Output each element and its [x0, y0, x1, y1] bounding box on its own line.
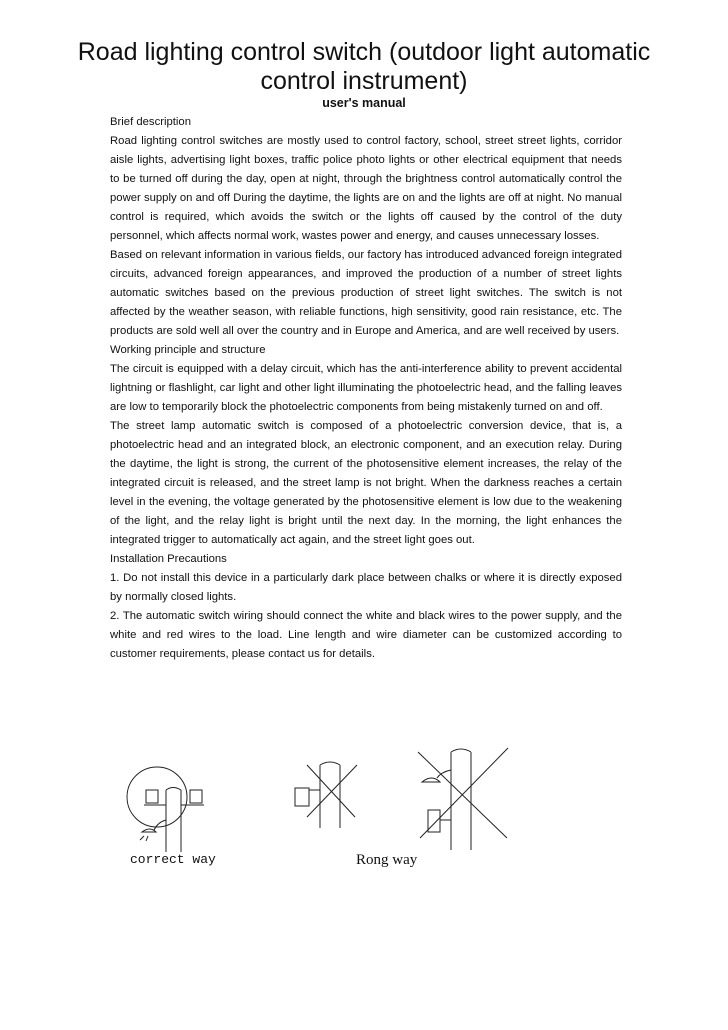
paragraph: The street lamp automatic switch is composed of a photoelectric conversion device, that is, a photoelectric head and an integrated block, an electronic component, and an execution relay. During the daytime, the light is strong, the current of the photosensitive element increases, the relay of the integrated circuit is released, and the street lamp is not bright. When the darkness reaches a certain level in the evening, the voltage generated by the photosensitive element is low due to the weakening of the light, and the relay light is bright until the next day. In the morning, the light enhances the integrated trigger to automatically act again, and the street light goes out. — [110, 420, 622, 546]
paragraph: The circuit is equipped with a delay circuit, which has the anti-interference ability to prevent accidental lightning or flashlight, car light and other light illuminating the photoelectric head, and the falling leaves are low to temporarily block the photoelectric components from being mistakenly turned on and off. — [110, 363, 622, 413]
section-working-principle — [110, 341, 622, 550]
wrong-installation-drawing-2 — [418, 748, 508, 850]
section-heading: Installation Precautions — [110, 553, 227, 565]
document-title: Road lighting control switch (outdoor light automatic control instrument) — [77, 38, 651, 95]
correct-way-label: correct way — [130, 852, 216, 867]
wrong-installation-drawing-1 — [295, 762, 357, 828]
section-installation-precautions — [110, 550, 622, 664]
document-subtitle: user's manual — [322, 96, 406, 110]
section-heading: Working principle and structure — [110, 344, 266, 356]
paragraph: 1. Do not install this device in a particularly dark place between chalks or where it is directly exposed by normally closed lights. — [110, 572, 622, 603]
paragraph: Road lighting control switches are mostly used to control factory, school, street street lights, corridor aisle lights, advertising light boxes, traffic police photo lights or other electrical equipment that needs to be turned off during the day, open at night, through the brightness control automatically control the power supply on and off During the daytime, the lights are on and the lights are off at night. No manual control is required, which avoids the switch or the lights off caused by the control of the duty personnel, which affects normal work, wastes power and energy, and causes unnecessary losses. — [110, 135, 622, 242]
section-brief-description — [110, 113, 622, 341]
wrong-way-label: Rong way — [356, 852, 418, 868]
paragraph: Based on relevant information in various fields, our factory has introduced advanced foreign integrated circuits, advanced foreign appearances, and improved the production of a number of street lights automatic switches based on the previous production of street light switches. The switch is not affected by the weather season, with reliable functions, high sensitivity, good rain resistance, etc. The products are sold well all over the country and in Europe and America, and are well received by users. — [110, 249, 622, 337]
paragraph: 2. The automatic switch wiring should connect the white and black wires to the power supply, and the white and red wires to the load. Line length and wire diameter can be customized according to customer requirements, please contact us for details. — [110, 610, 622, 660]
correct-installation-drawing — [127, 767, 204, 852]
installation-figure — [100, 740, 520, 880]
document-body — [110, 113, 622, 664]
section-heading: Brief description — [110, 116, 191, 128]
